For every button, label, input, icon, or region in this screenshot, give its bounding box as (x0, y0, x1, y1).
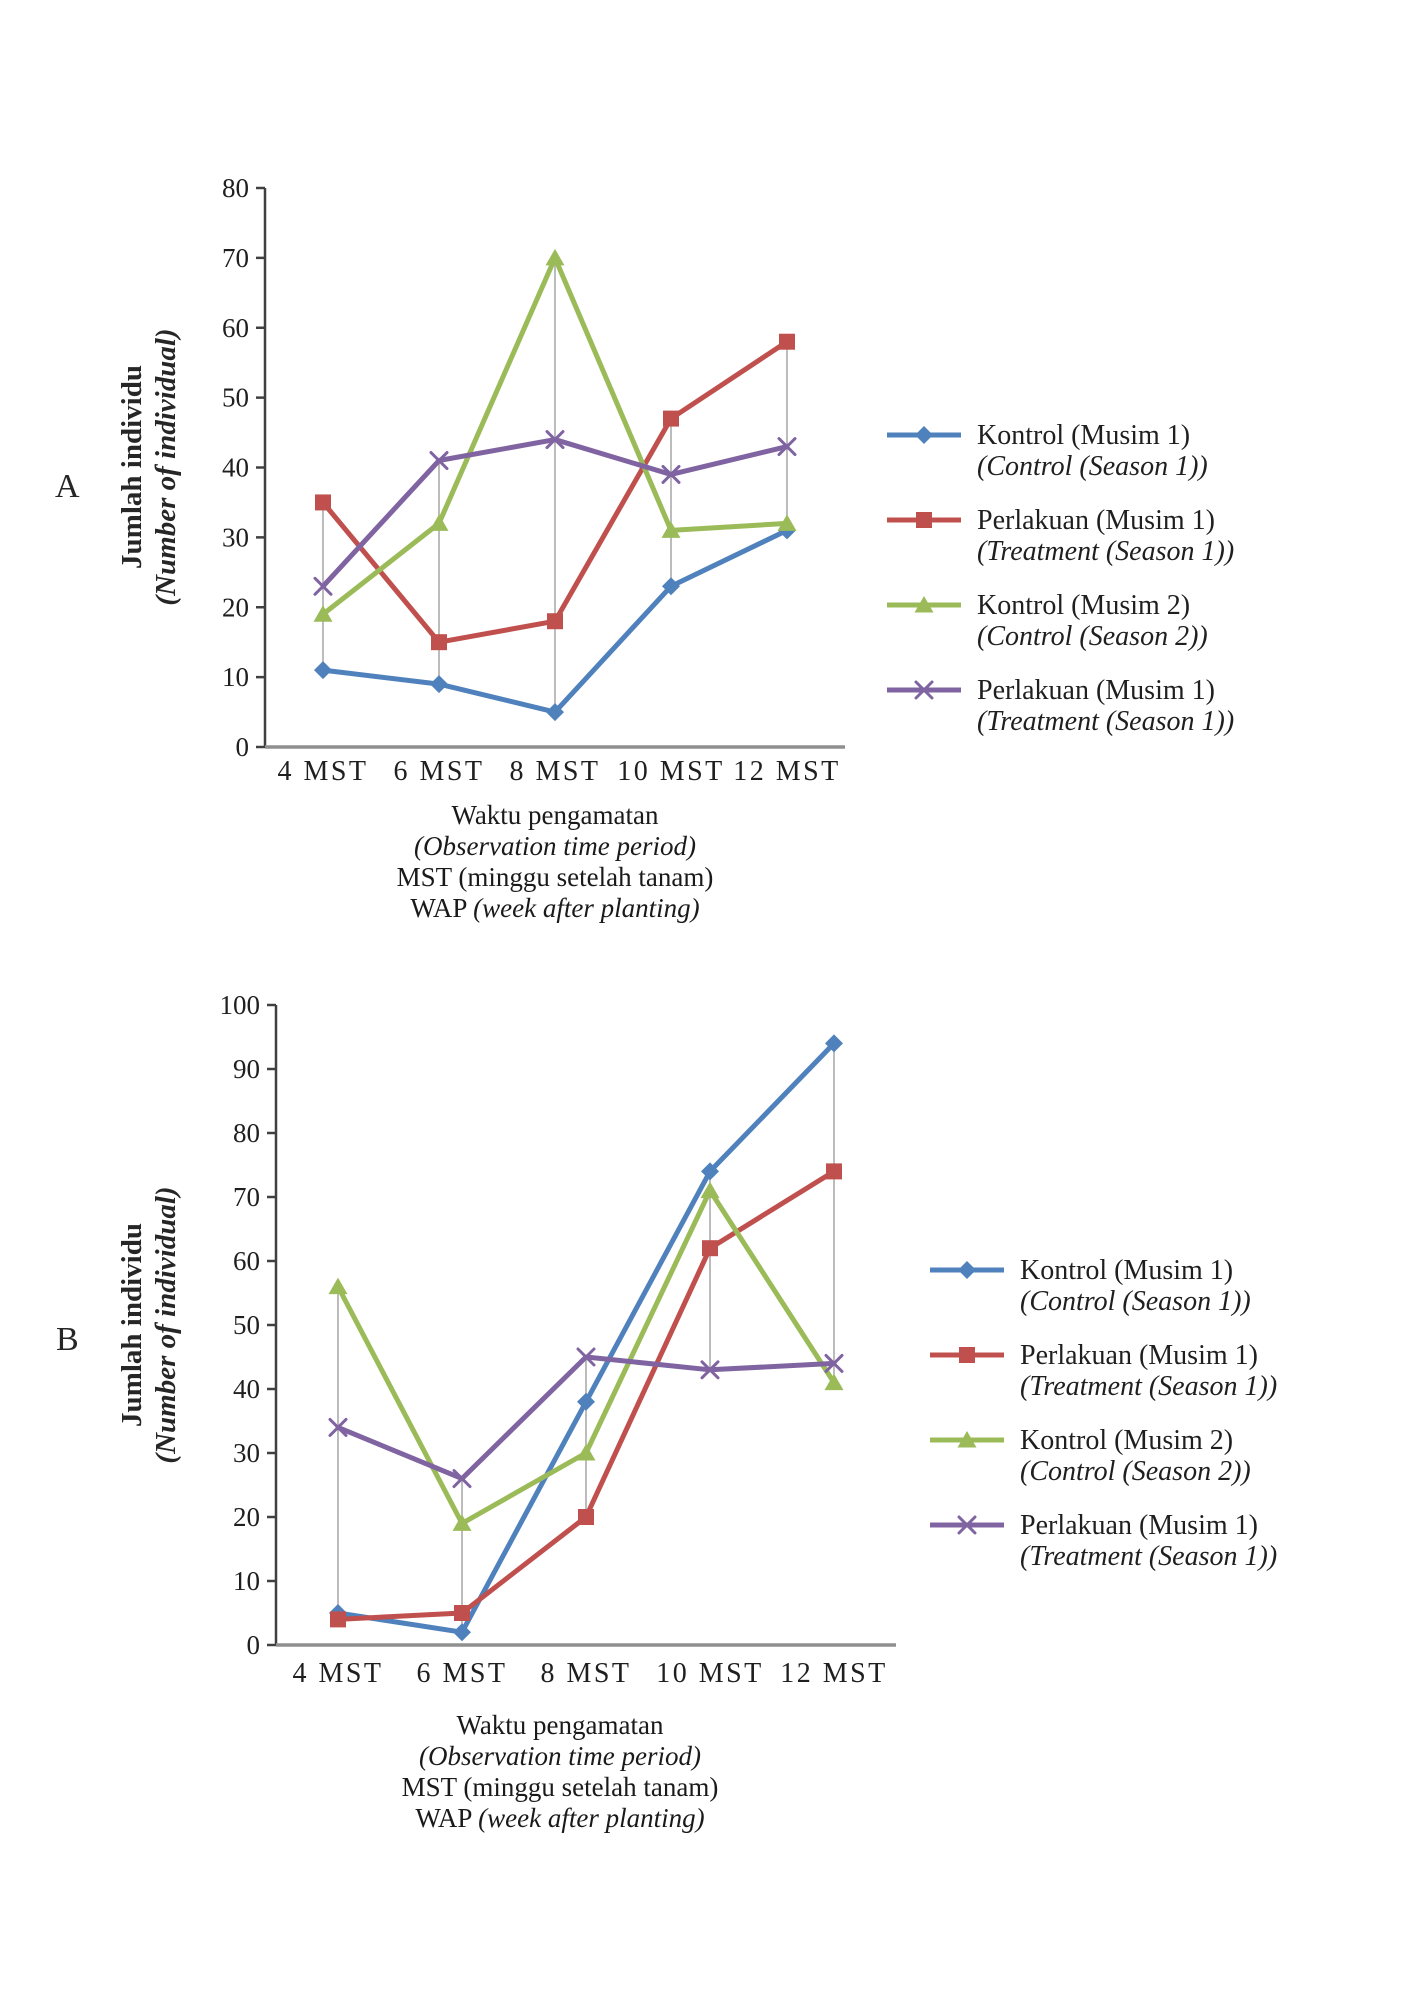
legend-marker-icon (885, 675, 963, 705)
y-tick-label: 50 (233, 1310, 260, 1340)
legend-marker-symbol (958, 1261, 976, 1279)
chart-a-x-axis-caption (255, 800, 855, 924)
legend-label (1020, 1425, 1251, 1487)
legend-marker-symbol (959, 1347, 975, 1363)
y-tick-label: 0 (246, 1630, 260, 1660)
legend-marker-symbol-diamond (958, 1261, 976, 1279)
legend-entry-0 (885, 420, 1234, 482)
caption-text: (week after planting) (478, 1803, 705, 1833)
x-category-label: 4 MST (277, 756, 369, 787)
legend-label-line2: (Control (Season 2)) (1020, 1456, 1251, 1487)
y-tick-label: 10 (233, 1566, 260, 1596)
chart-a-legend (885, 420, 1234, 737)
data-point-2-1-triangle (430, 514, 449, 531)
caption-prefix: WAP (415, 1803, 479, 1833)
x-category-label: 8 MST (509, 756, 601, 787)
data-point-1-0-square (315, 494, 331, 510)
data-point-1-0 (315, 494, 331, 510)
legend-entry-3 (885, 675, 1234, 737)
y-tick-label: 100 (219, 990, 260, 1020)
data-point-1-2-square (578, 1509, 594, 1525)
caption-line (260, 1803, 860, 1834)
legend-label-line1: Kontrol (Musim 2) (1020, 1425, 1234, 1456)
data-point-1-2 (578, 1509, 594, 1525)
legend-marker-symbol (915, 426, 933, 444)
chart-b-y-axis-title-en: (Number of individual) (150, 1186, 182, 1464)
chart-b-y-axis-title-id: Jumlah individu (116, 1223, 148, 1427)
y-tick-label: 40 (222, 452, 249, 483)
series-line-0 (338, 1043, 834, 1632)
caption-line (260, 1772, 860, 1803)
caption-line (255, 862, 855, 893)
caption-text: Waktu pengamatan (456, 1710, 664, 1740)
legend-entry-3 (928, 1510, 1277, 1572)
legend-marker-icon (928, 1340, 1006, 1370)
data-point-1-4-square (779, 334, 795, 350)
caption-line (255, 800, 855, 831)
data-point-1-3-square (702, 1240, 718, 1256)
caption-text: MST (minggu setelah tanam) (396, 862, 714, 892)
x-category-label: 6 MST (416, 1658, 508, 1689)
x-category-label: 6 MST (393, 756, 485, 787)
data-point-2-1 (430, 514, 449, 531)
y-tick-label: 20 (222, 592, 249, 623)
x-category-label: 10 MST (656, 1658, 764, 1689)
y-tick-label: 90 (233, 1054, 260, 1084)
data-point-1-1-square (431, 634, 447, 650)
legend-marker-symbol-diamond (915, 426, 933, 444)
x-category-label: 8 MST (540, 1658, 632, 1689)
data-point-2-2 (546, 249, 565, 266)
y-tick-label: 80 (222, 173, 249, 203)
y-tick-label: 20 (233, 1502, 260, 1532)
caption-line (255, 893, 855, 924)
caption-text: (Observation time period) (419, 1741, 701, 1771)
legend-entry-1 (928, 1340, 1277, 1402)
caption-prefix: WAP (410, 893, 474, 923)
legend-marker-icon (885, 590, 963, 620)
legend-label-line2: (Treatment (Season 1)) (1020, 1541, 1278, 1572)
legend-label-line2: (Control (Season 1)) (1020, 1286, 1251, 1317)
legend-label (977, 505, 1234, 567)
panel-b-label: B (56, 1321, 79, 1358)
data-point-1-0 (330, 1611, 346, 1627)
data-point-2-2 (577, 1444, 596, 1461)
legend-marker-icon (928, 1510, 1006, 1540)
data-point-2-0 (329, 1278, 348, 1295)
data-point-0-0 (314, 661, 332, 679)
legend-label-line1: Kontrol (Musim 2) (977, 590, 1191, 621)
caption-text: (Observation time period) (414, 831, 696, 861)
data-point-1-1-square (454, 1605, 470, 1621)
panel-a-label: A (55, 468, 80, 505)
data-point-1-3 (663, 411, 679, 427)
y-tick-label: 70 (233, 1182, 260, 1212)
legend-entry-2 (928, 1425, 1277, 1487)
chart-a-y-axis-title-id: Jumlah individu (116, 365, 148, 569)
legend-marker-symbol-square (916, 512, 932, 528)
legend-marker-icon (885, 420, 963, 450)
legend-label (1020, 1510, 1277, 1572)
data-point-1-4 (826, 1163, 842, 1179)
data-point-1-0-square (330, 1611, 346, 1627)
legend-entry-1 (885, 505, 1234, 567)
data-point-0-1-diamond (453, 1623, 471, 1641)
y-tick-label: 60 (222, 312, 249, 343)
data-point-1-2 (547, 613, 563, 629)
legend-marker-symbol (916, 512, 932, 528)
caption-text: MST (minggu setelah tanam) (401, 1772, 719, 1802)
data-point-0-1 (430, 675, 448, 693)
data-point-1-3 (702, 1240, 718, 1256)
data-point-1-1 (454, 1605, 470, 1621)
data-point-0-1 (453, 1623, 471, 1641)
legend-label-line2: (Treatment (Season 1)) (977, 536, 1235, 567)
y-tick-label: 70 (222, 242, 249, 273)
legend-entry-0 (928, 1255, 1277, 1317)
caption-line (260, 1710, 860, 1741)
y-tick-label: 60 (233, 1246, 260, 1276)
legend-label-line1: Perlakuan (Musim 1) (977, 505, 1215, 536)
y-tick-label: 0 (235, 732, 249, 762)
data-point-0-2 (577, 1393, 595, 1411)
chart-b-plot (150, 950, 970, 1740)
y-tick-label: 10 (222, 662, 249, 693)
caption-line (260, 1741, 860, 1772)
legend-label (977, 675, 1234, 737)
legend-label-line1: Kontrol (Musim 1) (977, 420, 1191, 451)
legend-label-line2: (Treatment (Season 1)) (977, 706, 1235, 737)
y-tick-label: 40 (233, 1374, 260, 1404)
data-point-1-2-square (547, 613, 563, 629)
legend-label (977, 590, 1208, 652)
x-category-label: 4 MST (292, 1658, 384, 1689)
legend-marker-icon (928, 1425, 1006, 1455)
legend-marker-icon (885, 505, 963, 535)
legend-marker-symbol-square (959, 1347, 975, 1363)
legend-entry-2 (885, 590, 1234, 652)
data-point-1-4-square (826, 1163, 842, 1179)
data-point-1-3-square (663, 411, 679, 427)
data-point-0-1-diamond (430, 675, 448, 693)
caption-text: (week after planting) (473, 893, 700, 923)
legend-label-line1: Perlakuan (Musim 1) (1020, 1340, 1258, 1371)
legend-label-line2: (Treatment (Season 1)) (1020, 1371, 1278, 1402)
y-tick-label: 50 (222, 382, 249, 413)
legend-label-line1: Perlakuan (Musim 1) (977, 675, 1215, 706)
legend-label (1020, 1255, 1251, 1317)
legend-label-line2: (Control (Season 2)) (977, 621, 1208, 652)
data-point-1-1 (431, 634, 447, 650)
chart-a-plot (150, 120, 930, 820)
chart-b-legend (928, 1255, 1277, 1572)
chart-a-y-axis-title-en: (Number of individual) (150, 328, 182, 606)
legend-label-line1: Kontrol (Musim 1) (1020, 1255, 1234, 1286)
data-point-2-2-triangle (577, 1444, 596, 1461)
data-point-2-0-triangle (329, 1278, 348, 1295)
legend-label-line2: (Control (Season 1)) (977, 451, 1208, 482)
x-category-label: 10 MST (617, 756, 725, 787)
legend-label-line1: Perlakuan (Musim 1) (1020, 1510, 1258, 1541)
legend-label (1020, 1340, 1277, 1402)
y-tick-label: 30 (222, 522, 249, 553)
y-tick-label: 80 (233, 1118, 260, 1148)
caption-line (255, 831, 855, 862)
caption-text: Waktu pengamatan (451, 800, 659, 830)
data-point-0-2-diamond (577, 1393, 595, 1411)
legend-marker-icon (928, 1255, 1006, 1285)
data-point-1-4 (779, 334, 795, 350)
y-tick-label: 30 (233, 1438, 260, 1468)
legend-label (977, 420, 1208, 482)
x-category-label: 12 MST (733, 756, 841, 787)
chart-b-x-axis-caption (260, 1710, 860, 1834)
data-point-2-2-triangle (546, 249, 565, 266)
data-point-0-0-diamond (314, 661, 332, 679)
x-category-label: 12 MST (780, 1658, 888, 1689)
